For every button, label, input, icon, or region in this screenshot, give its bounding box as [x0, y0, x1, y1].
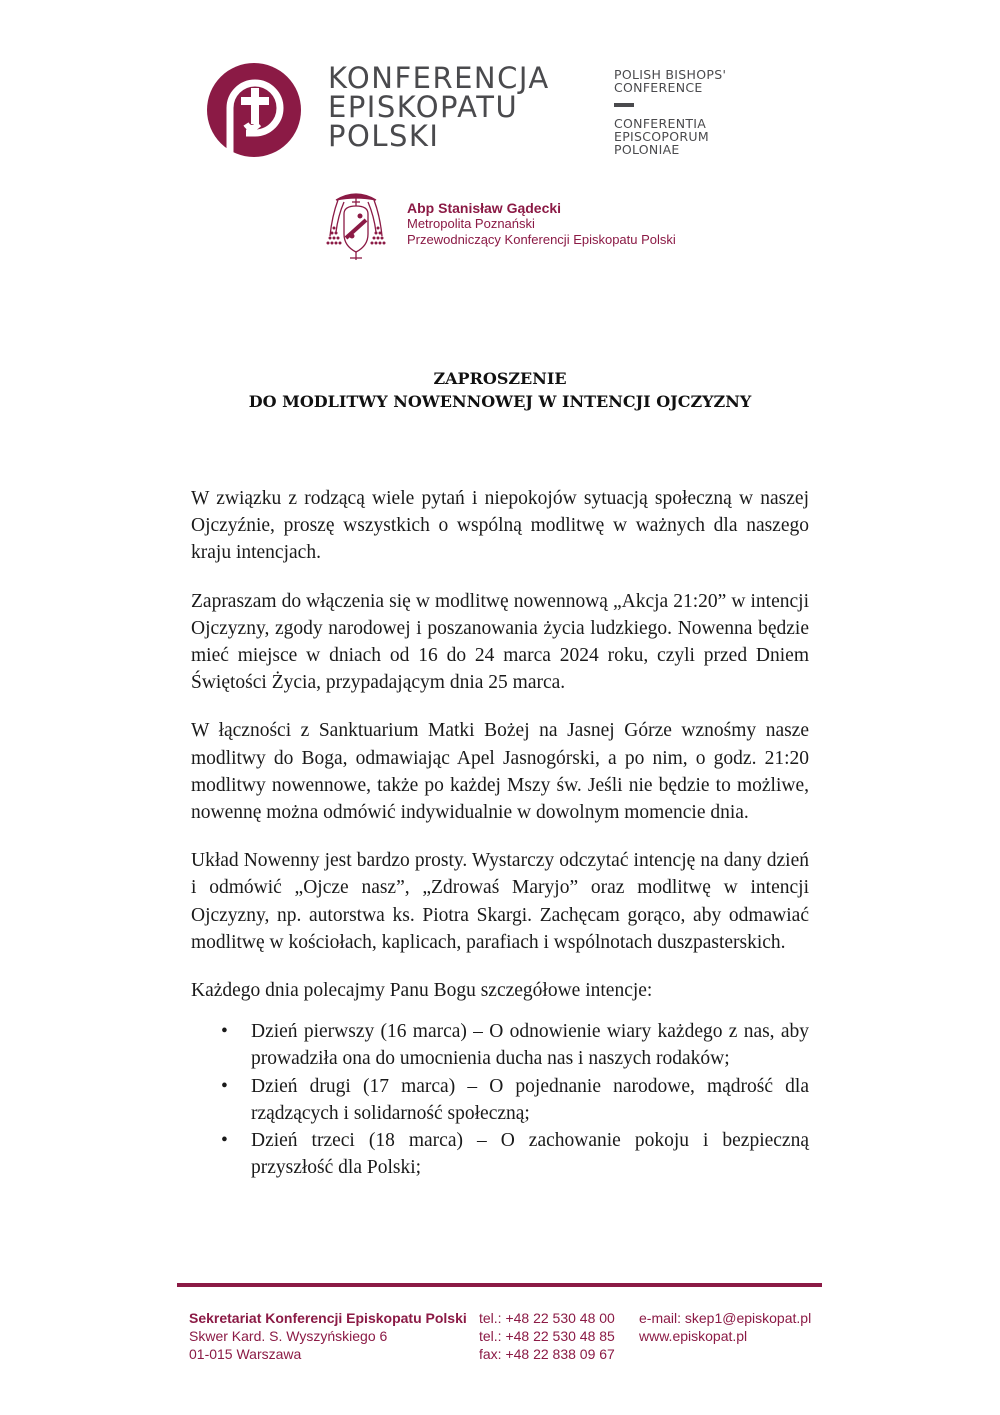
bullet-icon: •: [221, 1075, 228, 1097]
logo-line-2: EPISKOPATU: [328, 90, 519, 124]
intentions-list: [191, 1018, 809, 1181]
document-title: [0, 367, 1000, 413]
paragraph: W związku z rodzącą wiele pytań i niepokojów sytuacją społeczną w naszej Ojczyźnie, proszę wszystkich o wspólną modlitwę w ważnych dla naszego kraju intencjach.: [191, 488, 809, 564]
side-la-1: CONFERENTIA: [614, 116, 707, 131]
title-line-2: DO MODLITWY NOWENNOWEJ W INTENCJI OJCZYZNY: [248, 392, 752, 411]
paragraph: Układ Nowenny jest bardzo prosty. Wystarczy odczytać intencję na dany dzień i odmówić „Ojcze nasz”, „Zdrowaś Maryjo” oraz modlitwę w intencji Ojczyzny, np. autorstwa ks. Piotra Skargi. Zachęcam gorąco, aby odmawiać modlitwę w kościołach, kaplicach, parafiach i wspólnotach duszpasterskich.: [191, 850, 809, 953]
intention-text: Dzień pierwszy (16 marca) – O odnowienie wiary każdego z nas, aby prowadziła ona do umocnienia ducha nas i naszych rodaków;: [251, 1021, 809, 1070]
list-item: [221, 1073, 809, 1127]
footer-fax: fax: +48 22 838 09 67: [479, 1346, 615, 1362]
signatory-name: Abp Stanisław Gądecki: [407, 200, 562, 216]
side-divider: [614, 103, 634, 107]
paragraph: Zapraszam do włączenia się w modlitwę nowennową „Akcja 21:20” w intencji Ojczyzny, zgody narodowej i poszanowania życia ludzkiego. Nowenna będzie mieć miejsce w dniach od 16 do 24 marca 2024 roku, czyli przed Dniem Świętości Życia, przypadającym dnia 25 marca.: [191, 590, 809, 694]
logo-side-text: [614, 68, 726, 156]
side-en-1: POLISH BISHOPS': [614, 67, 727, 82]
kep-logo-icon: [206, 62, 302, 158]
bullet-icon: •: [221, 1130, 228, 1152]
coat-of-arms-icon: [326, 186, 386, 262]
footer-phones: [479, 1309, 615, 1363]
signatory-role-1: Metropolita Poznański: [407, 216, 535, 231]
list-item: [221, 1127, 809, 1181]
side-en-2: CONFERENCE: [614, 80, 703, 95]
intention-text: Dzień trzeci (18 marca) – O zachowanie pokoju i bezpieczną przyszłość dla Polski;: [251, 1130, 809, 1179]
logo-line-1: KONFERENCJA: [328, 61, 550, 95]
logo-line-3: POLSKI: [328, 119, 440, 153]
logo-wordmark: [328, 61, 550, 153]
footer-org: Sekretariat Konferencji Episkopatu Polski: [189, 1310, 467, 1326]
side-la-2: EPISCOPORUM: [614, 129, 709, 144]
footer-tel-1: tel.: +48 22 530 48 00: [479, 1310, 615, 1326]
title-line-1: ZAPROSZENIE: [433, 369, 567, 388]
signatory-role-2: Przewodniczący Konferencji Episkopatu Polski: [407, 232, 676, 247]
footer-contact: [639, 1309, 811, 1345]
bullet-icon: •: [221, 1021, 228, 1043]
footer-street: Skwer Kard. S. Wyszyńskiego 6: [189, 1328, 388, 1344]
footer-website: www.episkopat.pl: [639, 1328, 748, 1344]
document-body: [191, 485, 809, 1181]
footer-tel-2: tel.: +48 22 530 48 85: [479, 1328, 615, 1344]
footer-divider: [177, 1283, 822, 1287]
list-item: [221, 1018, 809, 1072]
footer-address: [189, 1309, 467, 1363]
paragraph: Każdego dnia polecajmy Panu Bogu szczegółowe intencje:: [191, 980, 653, 1002]
signatory-block: [407, 200, 676, 248]
side-la-3: POLONIAE: [614, 142, 680, 157]
intention-text: Dzień drugi (17 marca) – O pojednanie narodowe, mądrość dla rządzących i solidarność społeczną;: [251, 1075, 809, 1124]
paragraph: W łączności z Sanktuarium Matki Bożej na Jasnej Górze wznośmy nasze modlitwy do Boga, odmawiając Apel Jasnogórski, a po nim, o godz. 21:20 modlitwy nowennowe, także po każdej Mszy św. Jeśli nie będzie to możliwe, nowennę można odmówić indywidualnie w dowolnym momencie dnia.: [191, 720, 809, 824]
footer-city: 01-015 Warszawa: [189, 1346, 302, 1362]
footer-email: e-mail: skep1@episkopat.pl: [639, 1310, 812, 1326]
